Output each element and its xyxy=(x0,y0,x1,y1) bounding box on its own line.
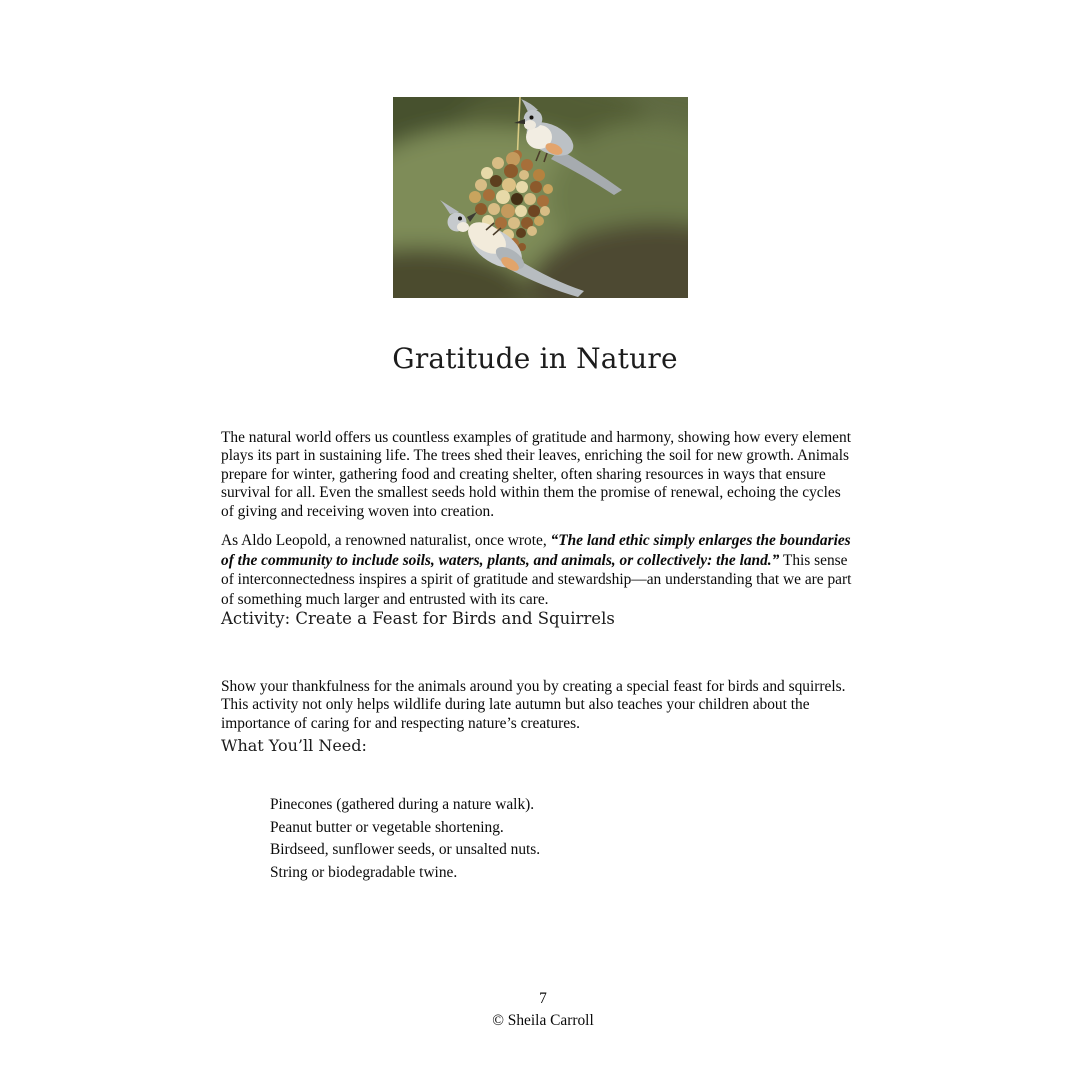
page-number: 7 xyxy=(539,990,547,1007)
list-item-pinecones: Pinecones (gathered during a nature walk). xyxy=(270,796,535,813)
leopold-followup-text: This sense of interconnectedness inspires a spirit of gratitude and stewardship—an understanding that we are part of something much larger and entrusted with its care. xyxy=(221,551,852,608)
activity-heading: Activity: Create a Feast for Birds and Squirrels xyxy=(221,609,615,628)
page-footer xyxy=(218,988,868,1032)
paragraph-nature: The natural world offers us countless examples of gratitude and harmony, showing how every element plays its part in sustaining life. The trees shed their leaves, enriching the soil for new growth. Animals prepare for winter, gathering food and creating shelter, often sharing resources in ways that ensure survival for all. Even the smallest seeds hold within them the promise of renewal, echoing the cycles of giving and receiving woven into creation. xyxy=(221,429,851,520)
list-item-birdseed: Birdseed, sunflower seeds, or unsalted nuts. xyxy=(270,841,541,859)
bird-feeder-photo xyxy=(393,97,688,298)
list-item-string: String or biodegradable twine. xyxy=(270,863,458,881)
bird-feeder-illustration xyxy=(393,97,688,298)
page-title: Gratitude in Nature xyxy=(392,342,678,375)
materials-heading: What You’ll Need: xyxy=(221,736,367,755)
paragraph-activity: Show your thankfulness for the animals around you by creating a special feast for birds and squirrels. This activity not only helps wildlife during late autumn but also teaches your children about the importance of caring for and respecting nature’s creatures. xyxy=(221,678,846,732)
materials-list xyxy=(270,794,830,884)
copyright: © Sheila Carroll xyxy=(492,1012,594,1029)
list-item-peanut-butter: Peanut butter or vegetable shortening. xyxy=(270,818,504,836)
leopold-quote-text: “The land ethic simply enlarges the boundaries of the community to include soils, waters, plants, and animals, or collectively: the land.” xyxy=(221,532,851,569)
paragraph-leopold xyxy=(221,531,853,609)
leopold-intro-text: As Aldo Leopold, a renowned naturalist, once wrote, xyxy=(221,532,551,549)
